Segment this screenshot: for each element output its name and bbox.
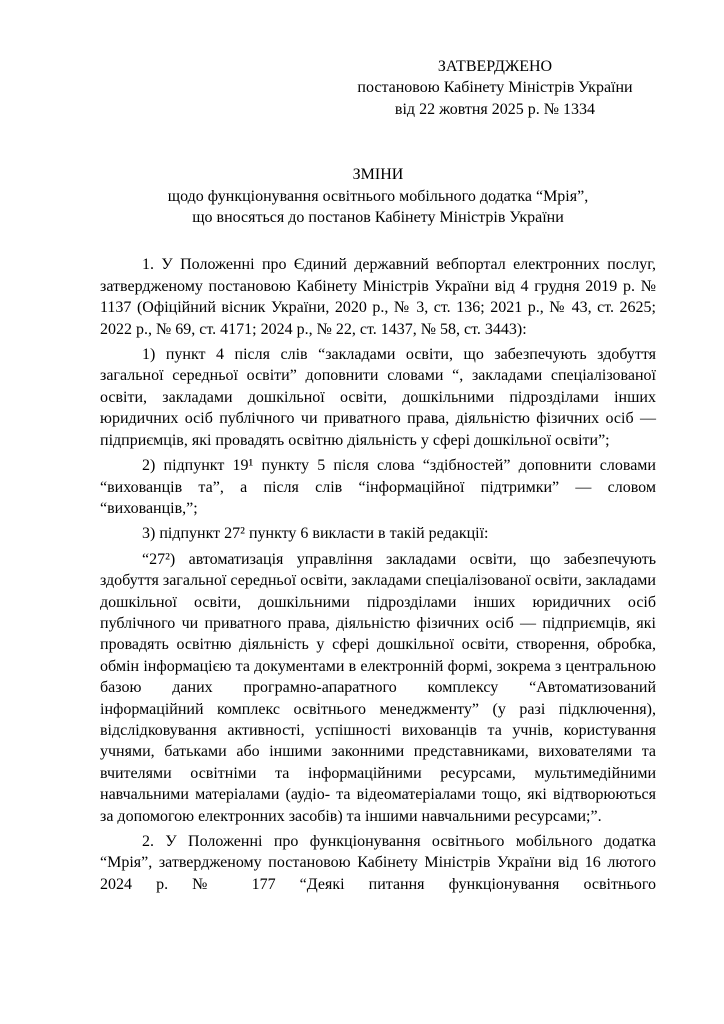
paragraph-2: 2. У Положенні про функціонування освітнього мобільного додатка “Мрія”, затвердженому постановою Кабінету Міністрів України від 16 лютого 2024 р. № 177 “Деякі питання функціонування освітнього <box>100 833 656 893</box>
title-heading: ЗМІНИ <box>352 166 404 184</box>
title-subtitle-line-2: що вносяться до постанов Кабінету Міністрів України <box>192 209 564 227</box>
approval-date-number: від 22 жовтня 2025 р. № 1334 <box>394 100 596 118</box>
paragraph-1: 1. У Положенні про Єдиний державний вебпортал електронних послуг, затвердженому постановою Кабінету Міністрів України від 4 грудня 2019 р. № 1137 (Офіційний вісник України, 2020 р., № 3, ст. 136; 2021 р., № 43, ст. 2625; 2022 р., № 69, ст. 4171; 2024 р., № 22, ст. 1437, № 58, ст. 3443): <box>100 256 656 338</box>
subparagraph-2: 2) підпункт 19¹ пункту 5 після слова “здібностей” доповнити словами “вихованців та”, а після слів “інформаційної підтримки” — словом “вихованців,”; <box>100 457 656 517</box>
subparagraph-1: 1) пункт 4 після слів “закладами освіти, що забезпечують здобуття загальної середньої освіти” доповнити словами “, закладами спеціалізованої освіти, закладами дошкільної освіти, дошкільними підрозділами інших юридичних осіб публічного чи приватного права, діяльністю фізичних осіб — підприємців, які провадять освітню діяльність у сфері дошкільної освіти”; <box>100 346 656 449</box>
approval-label: ЗАТВЕРДЖЕНО <box>437 58 553 75</box>
quoted-subpoint-27-2: “27²) автоматизація управління закладами освіти, що забезпечують здобуття загальної середньої освіти, закладами спеціалізованої освіти, закладами дошкільної освіти, дошкільними підрозділами інших юридичних осіб публічного чи приватного права, діяльністю фізичних осіб — підприємців, які провадять освітню діяльність у сфері дошкільної освіти, створення, обробка, обмін інформацією та документами в електронній формі, зокрема з центральною базою даних програмно-апаратного комплексу “Автоматизований інформаційний комплекс освітнього менеджменту” (у разі підключення), відслідковування активності, успішності вихованців та учнів, користування учнями, батьками або іншими законними представниками, вихователями та вчителями освітніми та інформаційними ресурсами, мультимедійними навчальними матеріалами (аудіо- та відеоматеріалами тощо, які відтворюються за допомогою електронних засобів) та іншими навчальними ресурсами;”. <box>100 550 656 825</box>
title-subtitle-line-1: щодо функціонування освітнього мобільного додатка “Мрія”, <box>167 187 589 205</box>
approval-authority: постановою Кабінету Міністрів України <box>357 79 633 97</box>
subparagraph-3: 3) підпункт 27² пункту 6 викласти в такій редакції: <box>142 525 489 543</box>
document-title <box>100 164 656 228</box>
approval-stamp <box>334 56 656 120</box>
